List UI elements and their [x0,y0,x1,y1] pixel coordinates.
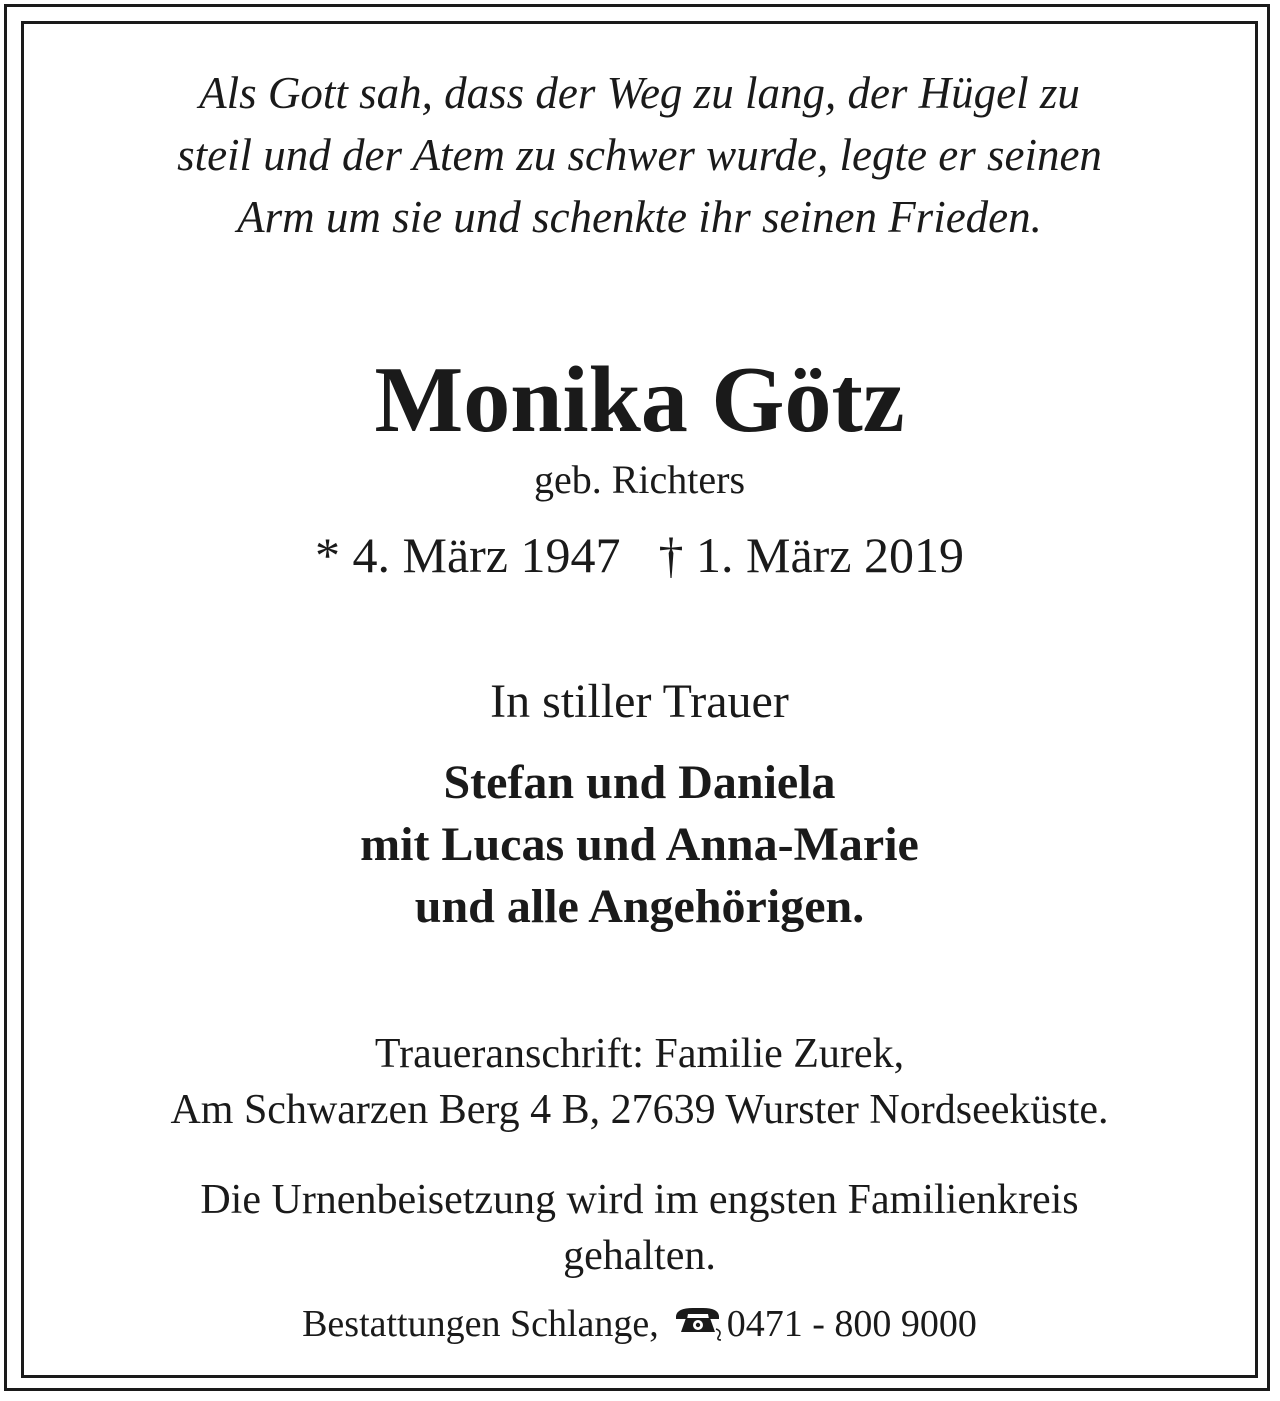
burial-notice [24,1172,1255,1284]
quote-line: steil und der Atem zu schwer wurde, legte er seinen [177,130,1102,180]
telephone-icon [673,1304,725,1340]
maiden-name: geb. Richters [533,457,746,502]
family-names [24,752,1255,938]
address-line: Traueranschrift: Familie Zurek, [374,1031,905,1077]
undertaker-info [24,1299,1255,1349]
deceased-name: Monika Götz [374,348,905,452]
life-dates [24,523,1255,587]
memorial-quote [24,62,1255,248]
family-line: und alle Angehörigen. [414,880,865,933]
mourning-address [24,1026,1255,1138]
burial-line: gehalten. [563,1233,716,1279]
mourning-heading: In stiller Trauer [490,675,789,728]
quote-line: Arm um sie und schenkte ihr seinen Frieden. [237,192,1042,242]
death-date: † 1. März 2019 [658,527,964,583]
undertaker-name: Bestattungen Schlange, [302,1303,659,1345]
family-line: Stefan und Daniela [443,756,836,809]
phone-number: 0471 - 800 9000 [726,1303,977,1345]
family-line: mit Lucas und Anna-Marie [360,818,919,871]
quote-line: Als Gott sah, dass der Weg zu lang, der Hügel zu [199,68,1080,118]
burial-line: Die Urnenbeisetzung wird im engsten Familienkreis [200,1177,1079,1223]
birth-date: * 4. März 1947 [315,527,621,583]
address-line: Am Schwarzen Berg 4 B, 27639 Wurster Nordseeküste. [170,1087,1109,1133]
